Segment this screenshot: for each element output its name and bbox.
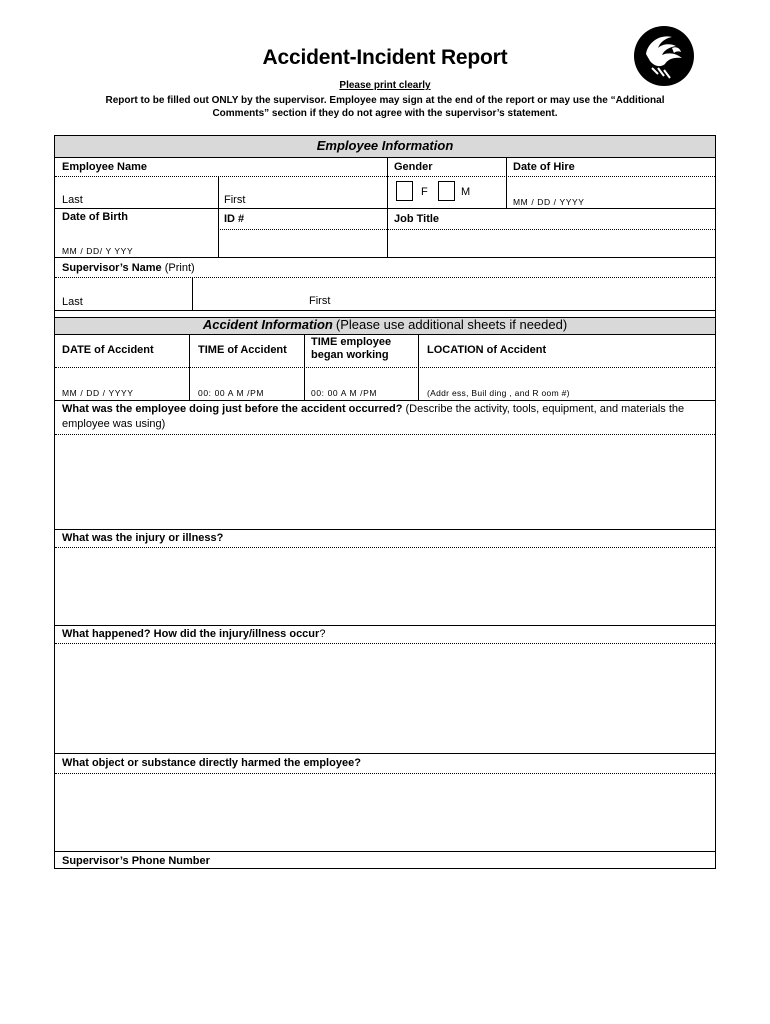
question-before-accident-bold: What was the employee doing just before the accident occurred? bbox=[62, 403, 403, 415]
supervisor-last-name-field[interactable]: Last bbox=[62, 296, 83, 308]
date-of-birth-label: Date of Birth bbox=[62, 211, 128, 223]
gender-label: Gender bbox=[394, 161, 433, 173]
gender-female-checkbox[interactable] bbox=[396, 181, 413, 201]
question-before-accident-rest: (Describe the activity, tools, equipment, and materials the employee was using) bbox=[62, 403, 685, 430]
question-before-accident bbox=[62, 402, 712, 432]
accident-section-title-row bbox=[55, 318, 715, 333]
answer-before-accident-area[interactable] bbox=[55, 435, 715, 529]
employee-section-title: Employee Information bbox=[316, 138, 454, 153]
question-what-happened-mark: ? bbox=[319, 628, 326, 640]
answer-object-area[interactable] bbox=[55, 774, 715, 851]
answer-what-happened-area[interactable] bbox=[55, 644, 715, 753]
location-field[interactable]: (Addr ess, Buil ding , and R oom #) bbox=[427, 388, 570, 398]
supervisor-name-label-row bbox=[62, 262, 195, 275]
location-of-accident-label: LOCATION of Accident bbox=[427, 344, 547, 356]
supervisor-name-label: Supervisor’s Name bbox=[62, 262, 162, 274]
date-of-hire-field[interactable]: MM / DD / YYYY bbox=[513, 197, 585, 207]
accident-section-title: Accident Information bbox=[202, 317, 333, 332]
accident-report-form bbox=[54, 135, 716, 869]
date-of-hire-label: Date of Hire bbox=[513, 161, 575, 173]
accident-time-field[interactable]: 00: 00 A M /PM bbox=[198, 388, 265, 398]
time-began-field[interactable]: 00: 00 A M /PM bbox=[311, 388, 378, 398]
employee-last-name-field[interactable]: Last bbox=[62, 194, 83, 206]
question-object-substance: What object or substance directly harmed the employee? bbox=[62, 757, 361, 769]
print-clearly-note: Please print clearly bbox=[339, 80, 431, 91]
accident-date-field[interactable]: MM / DD / YYYY bbox=[62, 388, 134, 398]
gender-male-label: M bbox=[461, 186, 471, 198]
accident-section-note: (Please use additional sheets if needed) bbox=[335, 317, 568, 332]
gender-male-checkbox[interactable] bbox=[438, 181, 455, 201]
date-of-accident-label: DATE of Accident bbox=[62, 344, 154, 356]
question-injury-illness: What was the injury or illness? bbox=[62, 532, 224, 544]
supervisor-first-name-field[interactable]: First bbox=[309, 295, 331, 307]
time-of-accident-label: TIME of Accident bbox=[198, 344, 287, 356]
date-of-birth-field[interactable]: MM / DD/ Y YYY bbox=[62, 246, 134, 256]
question-what-happened-bold: What happened? How did the injury/illness occur bbox=[62, 628, 320, 640]
time-began-working-label: TIME employee began working bbox=[311, 336, 392, 361]
page-title: Accident-Incident Report bbox=[262, 46, 508, 69]
employee-name-label: Employee Name bbox=[62, 161, 147, 173]
pegasus-logo-icon bbox=[632, 24, 696, 88]
supervisor-name-note: (Print) bbox=[164, 262, 195, 274]
answer-injury-area[interactable] bbox=[55, 548, 715, 625]
instructions-text: Report to be filled out ONLY by the supervisor. Employee may sign at the end of the report or may use the “Additional Comments” section if they do not agree with the supervisor’s statement. bbox=[105, 95, 665, 119]
gender-female-label: F bbox=[421, 186, 428, 198]
employee-first-name-field[interactable]: First bbox=[224, 194, 246, 206]
question-what-happened bbox=[62, 628, 325, 641]
job-title-label: Job Title bbox=[394, 213, 440, 225]
id-label: ID # bbox=[224, 213, 245, 225]
supervisor-phone-label: Supervisor’s Phone Number bbox=[62, 855, 210, 867]
